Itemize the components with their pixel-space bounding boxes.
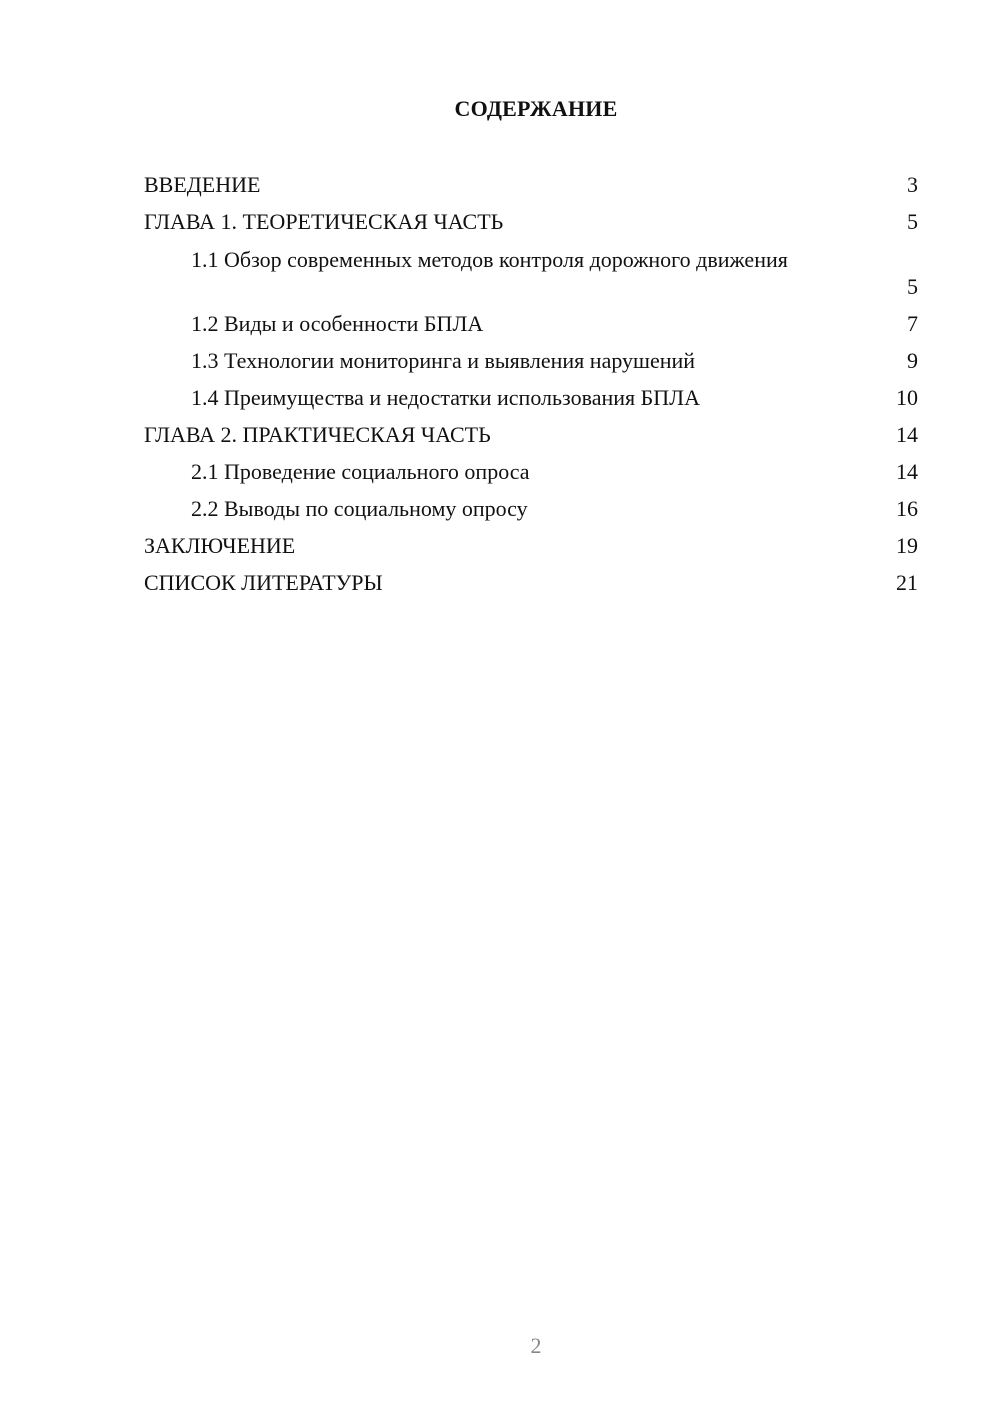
toc-heading: СОДЕРЖАНИЕ: [454, 96, 618, 121]
toc-entry-label: ГЛАВА 1. ТЕОРЕТИЧЕСКАЯ ЧАСТЬ: [144, 209, 504, 234]
toc-entry-page: 5: [907, 209, 918, 234]
toc-entry-label: ГЛАВА 2. ПРАКТИЧЕСКАЯ ЧАСТЬ: [144, 422, 491, 447]
toc-entry-label: 2.2 Выводы по социальному опросу: [191, 496, 528, 521]
toc-entry-label: 1.1 Обзор современных методов контроля дорожного движения: [191, 247, 788, 272]
toc-entry-label: ВВЕДЕНИЕ: [144, 172, 261, 197]
toc-entry-page: 19: [896, 533, 918, 558]
toc-entry-page: 14: [896, 422, 918, 447]
toc-entry-label: ЗАКЛЮЧЕНИЕ: [144, 533, 296, 558]
toc-entry-page: 10: [896, 385, 918, 410]
toc-entry-label: 1.3 Технологии мониторинга и выявления нарушений: [191, 348, 696, 373]
toc-entry-page: 7: [907, 311, 918, 336]
page-number: 2: [530, 1333, 542, 1358]
toc-entry-label: 1.4 Преимущества и недостатки использования БПЛА: [191, 385, 700, 410]
toc-entry-page: 16: [896, 496, 918, 521]
toc-entry-page: 9: [907, 348, 918, 373]
toc-entry-label: СПИСОК ЛИТЕРАТУРЫ: [144, 570, 383, 595]
toc-entry-page: 21: [896, 570, 918, 595]
toc-entry-page: 3: [907, 172, 918, 197]
toc-entry-page: 14: [896, 459, 918, 484]
toc-entry-page: 5: [907, 274, 918, 299]
toc-entry-label: 2.1 Проведение социального опроса: [191, 459, 530, 484]
toc-entry-label: 1.2 Виды и особенности БПЛА: [191, 311, 484, 336]
